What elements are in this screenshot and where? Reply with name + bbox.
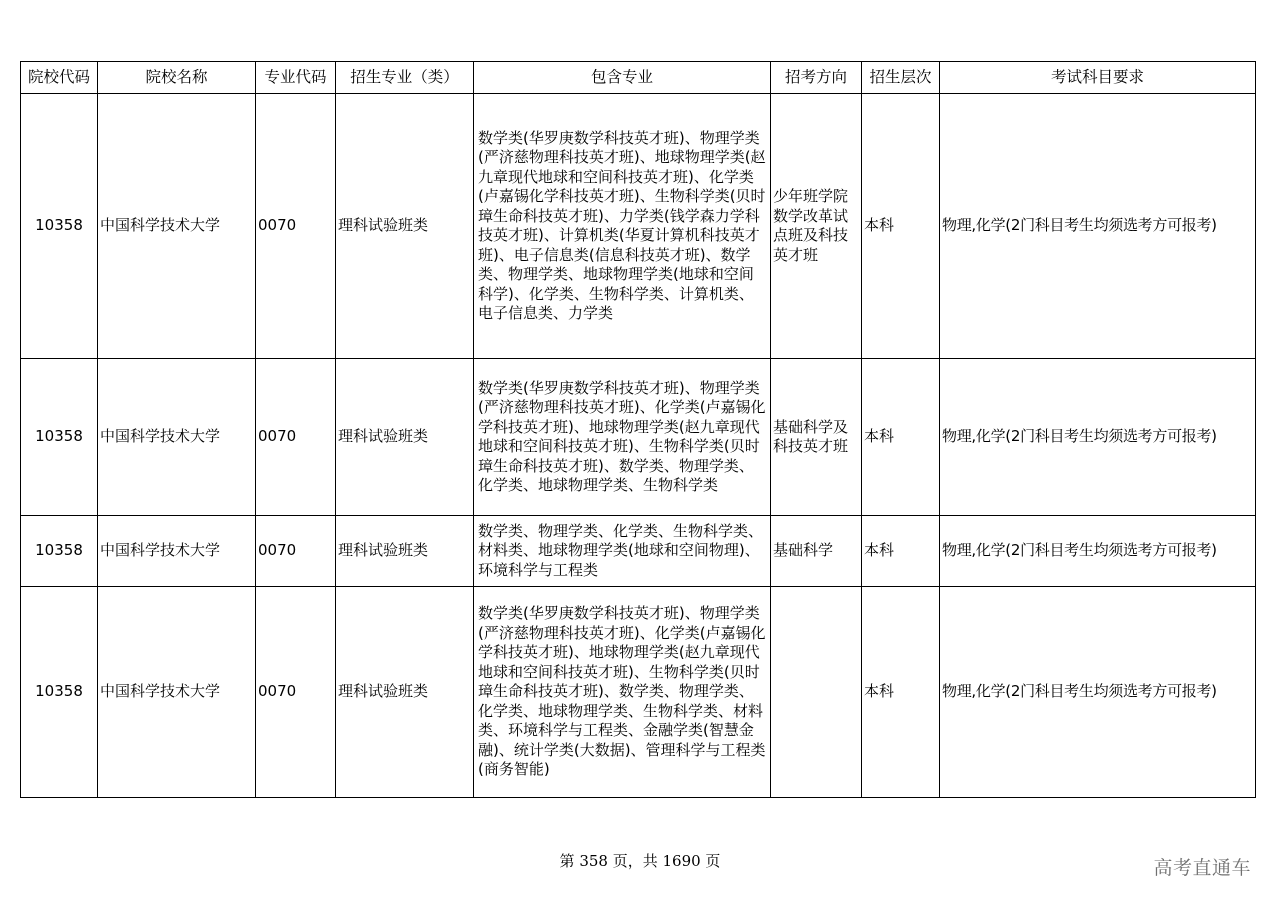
- cell-major: 理科试验班类: [336, 516, 474, 587]
- cell-level: 本科: [862, 516, 940, 587]
- cell-level: 本科: [862, 587, 940, 798]
- cell-major: 理科试验班类: [336, 94, 474, 359]
- table-header-row: [21, 62, 1256, 94]
- cell-level: 本科: [862, 94, 940, 359]
- cell-exam: 物理,化学(2门科目考生均须选考方可报考): [940, 359, 1256, 516]
- cell-school-name: 中国科学技术大学: [98, 516, 256, 587]
- cell-exam: 物理,化学(2门科目考生均须选考方可报考): [940, 587, 1256, 798]
- header-school-code: 院校代码: [21, 62, 98, 94]
- table-row: [21, 94, 1256, 359]
- cell-school-code: 10358: [21, 94, 98, 359]
- header-exam: 考试科目要求: [940, 62, 1256, 94]
- header-includes: 包含专业: [474, 62, 771, 94]
- cell-includes: 数学类(华罗庚数学科技英才班)、物理学类(严济慈物理科技英才班)、化学类(卢嘉锡化学科技英才班)、地球物理学类(赵九章现代地球和空间科技英才班)、生物科学类(贝时璋生命科技英才班)、数学类、物理学类、化学类、地球物理学类、生物科学类: [474, 359, 771, 516]
- admissions-table: [20, 61, 1256, 798]
- cell-direction: [771, 587, 862, 798]
- table-row: [21, 516, 1256, 587]
- cell-school-name: 中国科学技术大学: [98, 359, 256, 516]
- header-level: 招生层次: [862, 62, 940, 94]
- cell-major-code: 0070: [256, 359, 336, 516]
- cell-school-name: 中国科学技术大学: [98, 587, 256, 798]
- cell-major: 理科试验班类: [336, 359, 474, 516]
- cell-major: 理科试验班类: [336, 587, 474, 798]
- table-row: [21, 359, 1256, 516]
- cell-major-code: 0070: [256, 94, 336, 359]
- cell-direction: 基础科学及科技英才班: [771, 359, 862, 516]
- cell-exam: 物理,化学(2门科目考生均须选考方可报考): [940, 94, 1256, 359]
- cell-includes: 数学类、物理学类、化学类、生物科学类、材料类、地球物理学类(地球和空间物理)、环境科学与工程类: [474, 516, 771, 587]
- cell-school-name: 中国科学技术大学: [98, 94, 256, 359]
- cell-school-code: 10358: [21, 359, 98, 516]
- cell-exam: 物理,化学(2门科目考生均须选考方可报考): [940, 516, 1256, 587]
- cell-school-code: 10358: [21, 516, 98, 587]
- table-row: [21, 587, 1256, 798]
- watermark-text: 高考直通车: [1153, 857, 1251, 879]
- header-major: 招生专业（类）: [336, 62, 474, 94]
- cell-major-code: 0070: [256, 587, 336, 798]
- cell-includes: 数学类(华罗庚数学科技英才班)、物理学类(严济慈物理科技英才班)、地球物理学类(赵九章现代地球和空间科技英才班)、化学类(卢嘉锡化学科技英才班)、生物科学类(贝时璋生命科技英才班)、力学类(钱学森力学科技英才班)、计算机类(华夏计算机科技英才班)、电子信息类(信息科技英才班)、数学类、物理学类、地球物理学类(地球和空间科学)、化学类、生物科学类、计算机类、电子信息类、力学类: [474, 94, 771, 359]
- header-school-name: 院校名称: [98, 62, 256, 94]
- cell-includes: 数学类(华罗庚数学科技英才班)、物理学类(严济慈物理科技英才班)、化学类(卢嘉锡化学科技英才班)、地球物理学类(赵九章现代地球和空间科技英才班)、生物科学类(贝时璋生命科技英才班)、数学类、物理学类、化学类、地球物理学类、生物科学类、材料类、环境科学与工程类、金融学类(智慧金融)、统计学类(大数据)、管理科学与工程类(商务智能): [474, 587, 771, 798]
- cell-major-code: 0070: [256, 516, 336, 587]
- cell-level: 本科: [862, 359, 940, 516]
- page-number: 第 358 页，共 1690 页: [559, 852, 721, 870]
- header-major-code: 专业代码: [256, 62, 336, 94]
- cell-direction: 基础科学: [771, 516, 862, 587]
- cell-direction: 少年班学院数学改革试点班及科技英才班: [771, 94, 862, 359]
- header-direction: 招考方向: [771, 62, 862, 94]
- cell-school-code: 10358: [21, 587, 98, 798]
